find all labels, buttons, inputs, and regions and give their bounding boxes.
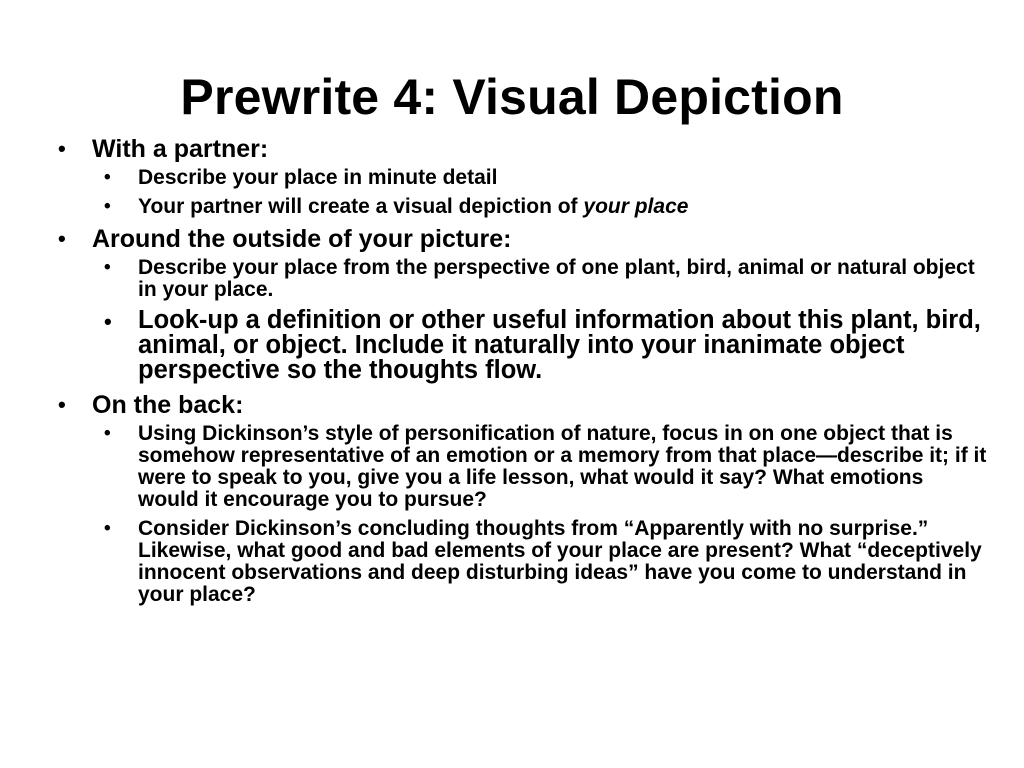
sub-bullet-item [92, 308, 988, 383]
sub-bullet-item [92, 518, 988, 606]
sub-bullet-text: Describe your place in minute detail [138, 166, 498, 189]
bullet-icon: • [104, 423, 111, 444]
sub-bullet-text: Consider Dickinson’s concluding thoughts from “Apparently with no surprise.” Likewise, what good and bad elements of your place are present? What “deceptively innocent observations and deep disturbing ideas” have you come to understand in your place? [138, 517, 982, 606]
slide-body [58, 135, 988, 613]
sub-bullet-text-plain: Your partner will create a visual depiction of [138, 195, 584, 218]
slide-title: Prewrite 4: Visual Depiction [180, 69, 844, 125]
bullet-icon: • [58, 136, 66, 161]
sub-bullet-item [92, 423, 988, 511]
bullet-icon: • [58, 226, 66, 251]
section-heading: Around the outside of your picture: [92, 225, 512, 253]
section-around-outside [58, 225, 988, 383]
section-heading: On the back: [92, 391, 244, 419]
sub-bullet-item [92, 196, 988, 218]
sub-bullet-list [92, 423, 988, 606]
section-with-partner [58, 135, 988, 218]
sub-bullet-text: Look-up a definition or other useful information about this plant, bird, animal, or object. Include it naturally into your inanimate object perspective so the thoughts flow. [138, 306, 981, 384]
bullet-icon: • [104, 167, 111, 188]
sub-bullet-text [138, 196, 988, 218]
bullet-list [58, 135, 988, 606]
bullet-icon: • [104, 257, 111, 278]
sub-bullet-list [92, 167, 988, 218]
section-heading: With a partner: [92, 135, 269, 163]
bullet-icon: • [58, 392, 66, 417]
sub-bullet-item [92, 257, 988, 301]
sub-bullet-list [92, 257, 988, 383]
bullet-icon: • [104, 309, 112, 334]
sub-bullet-text-italic: your place [583, 195, 689, 218]
sub-bullet-text: Describe your place from the perspective of one plant, bird, animal or natural object in your place. [138, 256, 975, 301]
section-on-the-back [58, 391, 988, 606]
sub-bullet-item [92, 167, 988, 189]
bullet-icon: • [104, 518, 111, 539]
sub-bullet-text: Using Dickinson’s style of personification of nature, focus in on one object that is somehow representative of an emotion or a memory from that place—describe it; if it were to speak to you, give you a life lesson, what would it say? What emotions would it encourage you to pursue? [138, 422, 987, 511]
bullet-icon: • [104, 196, 111, 217]
